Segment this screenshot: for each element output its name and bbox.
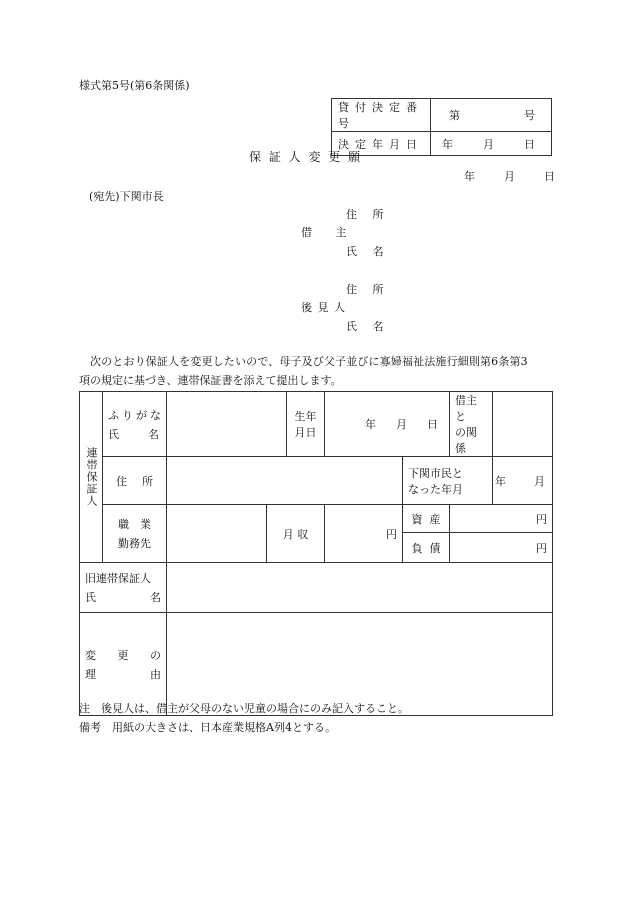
change-reason-label: 変 更 の 理 由 bbox=[80, 613, 167, 716]
date-day: 日 bbox=[544, 170, 555, 183]
lending-number-label: 貸付決定番号 bbox=[338, 101, 423, 130]
guardian-name-label: 氏 名 bbox=[346, 320, 390, 333]
assets-label: 資 産 bbox=[411, 512, 441, 526]
assets-field[interactable] bbox=[450, 505, 553, 533]
occupation-field[interactable] bbox=[167, 505, 267, 563]
occupation-label: 職 業 bbox=[118, 518, 151, 531]
furigana-label: ふ り が な bbox=[108, 408, 161, 422]
lending-number-suffix: 号 bbox=[524, 109, 535, 122]
date-year: 年 bbox=[464, 170, 475, 183]
date-line bbox=[464, 171, 555, 182]
income-label: 月 収 bbox=[267, 505, 325, 563]
citizen-since-field[interactable] bbox=[493, 457, 553, 505]
liabilities-label: 負 債 bbox=[411, 541, 441, 555]
income-yen: 円 bbox=[386, 527, 397, 541]
workplace-label: 勤 務 先 bbox=[118, 537, 151, 550]
address-field[interactable] bbox=[167, 457, 403, 505]
guardian-address-label: 住 所 bbox=[346, 283, 390, 296]
document-title: 保 証 人 変 更 願 bbox=[249, 150, 363, 164]
decision-year: 年 bbox=[442, 137, 453, 151]
lending-number-field[interactable] bbox=[431, 99, 552, 132]
guardian-role-label: 後 見 人 bbox=[301, 301, 346, 314]
decision-date-field[interactable] bbox=[431, 132, 552, 156]
joint-guarantor-label: 連帯保証人 bbox=[80, 392, 103, 563]
decision-date-label: 決定年月日 bbox=[338, 137, 423, 151]
remark: 備考 用紙の大きさは、日本産業規格A列4とする。 bbox=[79, 721, 336, 734]
birth-month: 月 bbox=[396, 418, 407, 431]
relation-label: 借主と の関係 bbox=[450, 392, 493, 457]
citizen-month: 月 bbox=[534, 474, 545, 488]
note: 注 後見人は、借主が父母のない児童の場合にのみ記入すること。 bbox=[79, 702, 409, 715]
old-guarantor-label: 旧連帯保証人 氏 名 bbox=[80, 563, 167, 613]
lending-number-prefix: 第 bbox=[449, 109, 460, 122]
guarantor-table bbox=[79, 391, 553, 716]
lending-info-table bbox=[331, 98, 552, 156]
birth-year: 年 bbox=[365, 418, 376, 431]
decision-month: 月 bbox=[483, 137, 494, 151]
body-text-line2: 項の規定に基づき、連帯保証書を添えて提出します。 bbox=[79, 374, 342, 387]
name-label: 氏 名 bbox=[108, 427, 159, 441]
decision-day: 日 bbox=[524, 137, 535, 151]
guarantor-name-field[interactable] bbox=[167, 392, 287, 457]
income-field[interactable] bbox=[325, 505, 403, 563]
relation-field[interactable] bbox=[493, 392, 553, 457]
change-reason-field[interactable] bbox=[167, 613, 553, 716]
borrower-role-label: 借 主 bbox=[301, 226, 357, 239]
birthdate-field[interactable] bbox=[325, 392, 450, 457]
citizen-year: 年 bbox=[495, 474, 506, 488]
assets-yen: 円 bbox=[536, 512, 547, 526]
liabilities-yen: 円 bbox=[536, 541, 547, 555]
old-guarantor-field[interactable] bbox=[167, 563, 553, 613]
birthdate-label: 生年月日 bbox=[287, 392, 325, 457]
addressee: (宛先)下関市長 bbox=[89, 190, 164, 203]
borrower-address-label: 住 所 bbox=[346, 208, 390, 221]
date-month: 月 bbox=[504, 170, 515, 183]
address-label: 住 所 bbox=[116, 474, 153, 488]
citizen-since-label: 下関市民と なった年月 bbox=[403, 457, 493, 505]
body-text-line1: 次のとおり保証人を変更したいので、母子及び父子並びに寡婦福祉法施行細則第6条第3 bbox=[90, 355, 528, 368]
liabilities-field[interactable] bbox=[450, 533, 553, 563]
borrower-name-label: 氏 名 bbox=[346, 245, 390, 258]
form-number: 様式第5号(第6条関係) bbox=[79, 79, 190, 92]
birth-day: 日 bbox=[427, 418, 438, 431]
